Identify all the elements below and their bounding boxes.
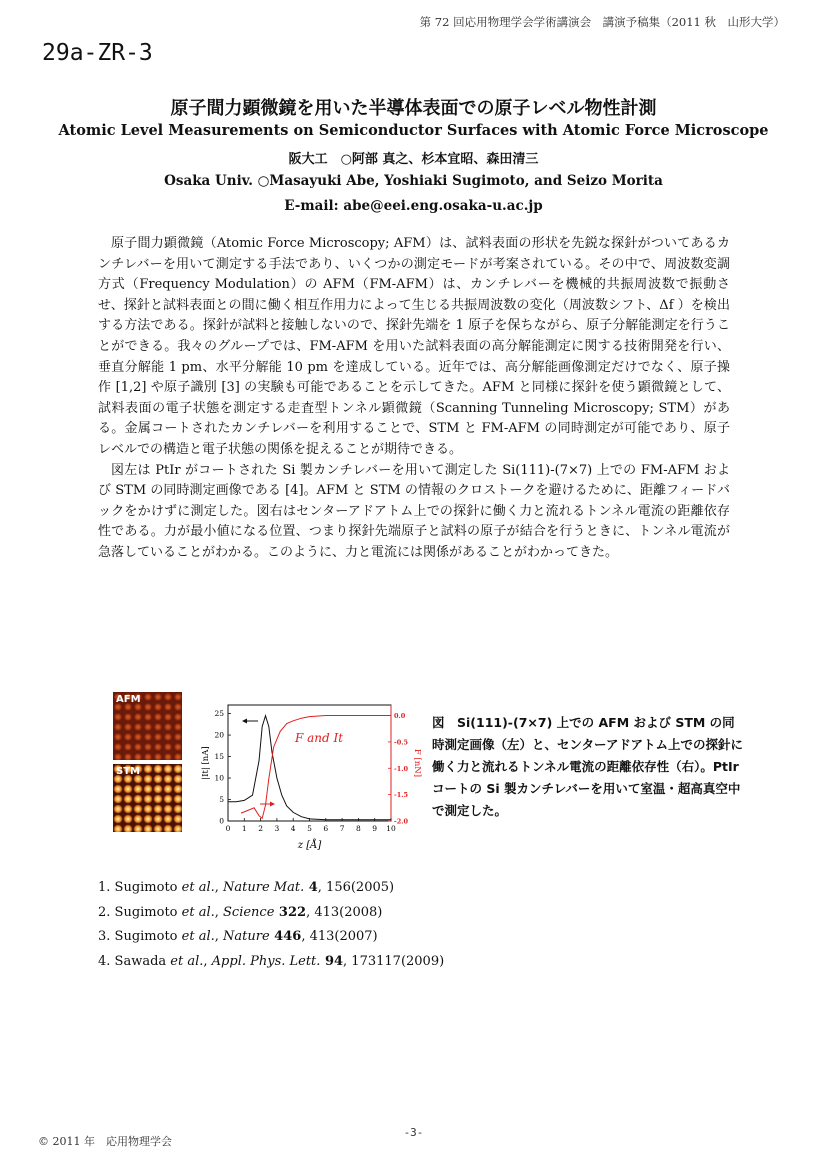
copyright-footer: © 2011 年 応用物理学会 xyxy=(38,1135,172,1148)
ref-sep: , xyxy=(214,929,224,944)
ref-pages: , 173117(2009) xyxy=(343,953,445,969)
ref-author: Sugimoto xyxy=(114,929,182,944)
y-left-tick-label: 20 xyxy=(214,730,224,740)
chart-annotation: F and It xyxy=(295,731,344,745)
ref-author: Sawada xyxy=(114,953,171,969)
afm-image-label: AFM xyxy=(116,694,141,705)
y-left-tick-label: 5 xyxy=(219,795,224,805)
stm-image-label: STM xyxy=(116,766,140,777)
ref-sep: , xyxy=(214,904,224,920)
reference-item xyxy=(98,901,444,926)
ref-number: 3. xyxy=(98,929,115,944)
ref-pages: , 413(2008) xyxy=(306,904,383,920)
ref-author: Sugimoto xyxy=(114,904,182,920)
ref-etal: et al. xyxy=(181,929,215,944)
red-arrow-head xyxy=(270,802,275,807)
ref-pages: , 413(2007) xyxy=(301,929,378,944)
body-paragraph-2: 図左は PtIr がコートされた Si 製カンチレバーを用いて測定した Si(111)-(7×7) 上での FM-AFM および STM の同時測定画像である [4]。AFM と STM の情報のクロストークを避けるために、距離フィードバックをかけずに測定した。図右はセンターアドアトム上での探針に働く力と流れるトンネル電流の距離依存性である。力が最小値になる位置、つまり探針先端原子と試料の原子が結合を行うときに、トンネル電流が急落していることがわかる。このように、力と電流には関係があることがわかってきた。 xyxy=(98,462,730,560)
conference-header: 第 72 回応用物理学会学術講演会 講演予稿集（2011 秋 山形大学） xyxy=(419,15,785,29)
y-right-tick-label: 0.0 xyxy=(394,712,406,721)
x-tick-label: 8 xyxy=(356,824,361,833)
ref-journal: Nature xyxy=(223,929,270,944)
x-tick-label: 5 xyxy=(307,824,312,833)
x-axis-label: z [Å] xyxy=(297,840,322,851)
x-tick-label: 1 xyxy=(241,824,247,833)
x-tick-label: 9 xyxy=(372,824,378,833)
black-arrow-head xyxy=(242,719,247,724)
authors-english: Osaka Univ. ○Masayuki Abe, Yoshiaki Sugimoto, and Seizo Morita xyxy=(164,173,663,189)
ref-volume: 4 xyxy=(304,880,318,895)
y-right-tick-label: -2.0 xyxy=(394,817,409,826)
y-left-tick-label: 15 xyxy=(214,752,224,762)
reference-item xyxy=(98,950,444,975)
ref-number: 4. xyxy=(98,953,115,969)
force-current-chart xyxy=(198,697,423,857)
x-tick-label: 4 xyxy=(290,824,296,833)
authors-japanese: 阪大工 ○阿部 真之、杉本宜昭、森田清三 xyxy=(288,152,539,167)
ref-journal: Appl. Phys. Lett. xyxy=(211,953,321,969)
y-left-tick-label: 25 xyxy=(214,709,224,719)
ref-number: 2. xyxy=(98,904,115,920)
references-list xyxy=(98,876,444,974)
ref-number: 1. xyxy=(98,880,115,895)
reference-item xyxy=(98,876,444,901)
ref-journal: Science xyxy=(223,904,275,920)
afm-image xyxy=(113,692,182,760)
page-number: -3- xyxy=(403,1126,424,1139)
y-right-tick-label: -1.0 xyxy=(394,764,409,773)
y-right-axis-label: F [nN] xyxy=(412,748,422,778)
y-right-tick-label: -1.5 xyxy=(394,791,409,800)
x-tick-label: 6 xyxy=(323,824,329,833)
ref-etal: et al. xyxy=(181,904,215,920)
x-tick-label: 2 xyxy=(258,824,263,833)
author-email: E-mail: abe@eei.eng.osaka-u.ac.jp xyxy=(284,198,543,214)
paper-id: 29a-ZR-3 xyxy=(42,40,153,66)
y-right-tick-label: -0.5 xyxy=(394,738,409,747)
reference-item xyxy=(98,925,444,950)
stm-image xyxy=(113,764,182,832)
ref-etal: et al. xyxy=(170,953,204,969)
x-tick-label: 7 xyxy=(339,824,345,833)
ref-sep: , xyxy=(203,953,212,969)
ref-pages: , 156(2005) xyxy=(317,880,395,895)
y-left-tick-label: 10 xyxy=(214,773,224,783)
ref-volume: 94 xyxy=(320,953,344,969)
ref-author: Sugimoto xyxy=(114,880,182,895)
figure-images xyxy=(113,692,182,832)
plot-frame xyxy=(228,705,391,821)
x-tick-label: 3 xyxy=(274,824,280,833)
figure-caption: 図 Si(111)-(7×7) 上での AFM および STM の同時測定画像（左）と、センターアドアトム上での探針に働く力と流れるトンネル電流の距離依存性（右）。PtIr コートの Si 製カンチレバーを用いて室温・超高真空中で測定した。 xyxy=(432,715,744,818)
ref-sep: , xyxy=(214,880,224,895)
y-left-tick-label: 0 xyxy=(219,816,224,826)
title-english: Atomic Level Measurements on Semiconductor Surfaces with Atomic Force Microscope xyxy=(58,122,769,139)
x-tick-label: 10 xyxy=(386,824,396,833)
title-japanese: 原子間力顕微鏡を用いた半導体表面での原子レベル物性計測 xyxy=(170,98,657,119)
body-text xyxy=(98,234,730,564)
ref-journal: Nature Mat. xyxy=(223,880,305,895)
ref-volume: 446 xyxy=(269,929,302,944)
ref-volume: 322 xyxy=(274,904,307,920)
x-tick-label: 0 xyxy=(225,824,231,833)
body-paragraph-1: 原子間力顕微鏡（Atomic Force Microscopy; AFM）は、試料表面の形状を先鋭な探針がついてあるカンチレバーを用いて測定する手法であり、いくつかの測定モードが考案されている。その中で、周波数変調方式（Frequency Modulation）の AFM（FM-AFM）は、カンチレバーを機械的共振周波数で振動させ、探針と試料表面との間に働く相互作用力によって生じる共振周波数の変化（周波数シフト、Δf ）を検出する方法である。探針が試料と接触しないので、探針先端を 1 原子を保ちながら、原子分解能測定を行うことができる。我々のグループでは、FM-AFM を用いた試料表面の高分解能測定に関する技術開発を行い、垂直分解能 1 pm、水平分解能 10 pm を達成している。近年では、高分解能画像測定だけでなく、原子操作 [1,2] や原子識別 [3] の実験も可能であることを示してきた。AFM と同様に探針を使う顕微鏡として、試料表面の電子状態を測定する走査型トンネル顕微鏡（Scanning Tunneling Microscopy; STM）がある。金属コートされたカンチレバーを利用することで、STM と FM-AFM の同時測定が可能であり、原子レベルでの構造と電子状態の関係を捉えることが期待できる。 xyxy=(98,236,730,457)
y-left-axis-label: |It| [nA] xyxy=(201,746,211,780)
ref-etal: et al. xyxy=(181,880,215,895)
